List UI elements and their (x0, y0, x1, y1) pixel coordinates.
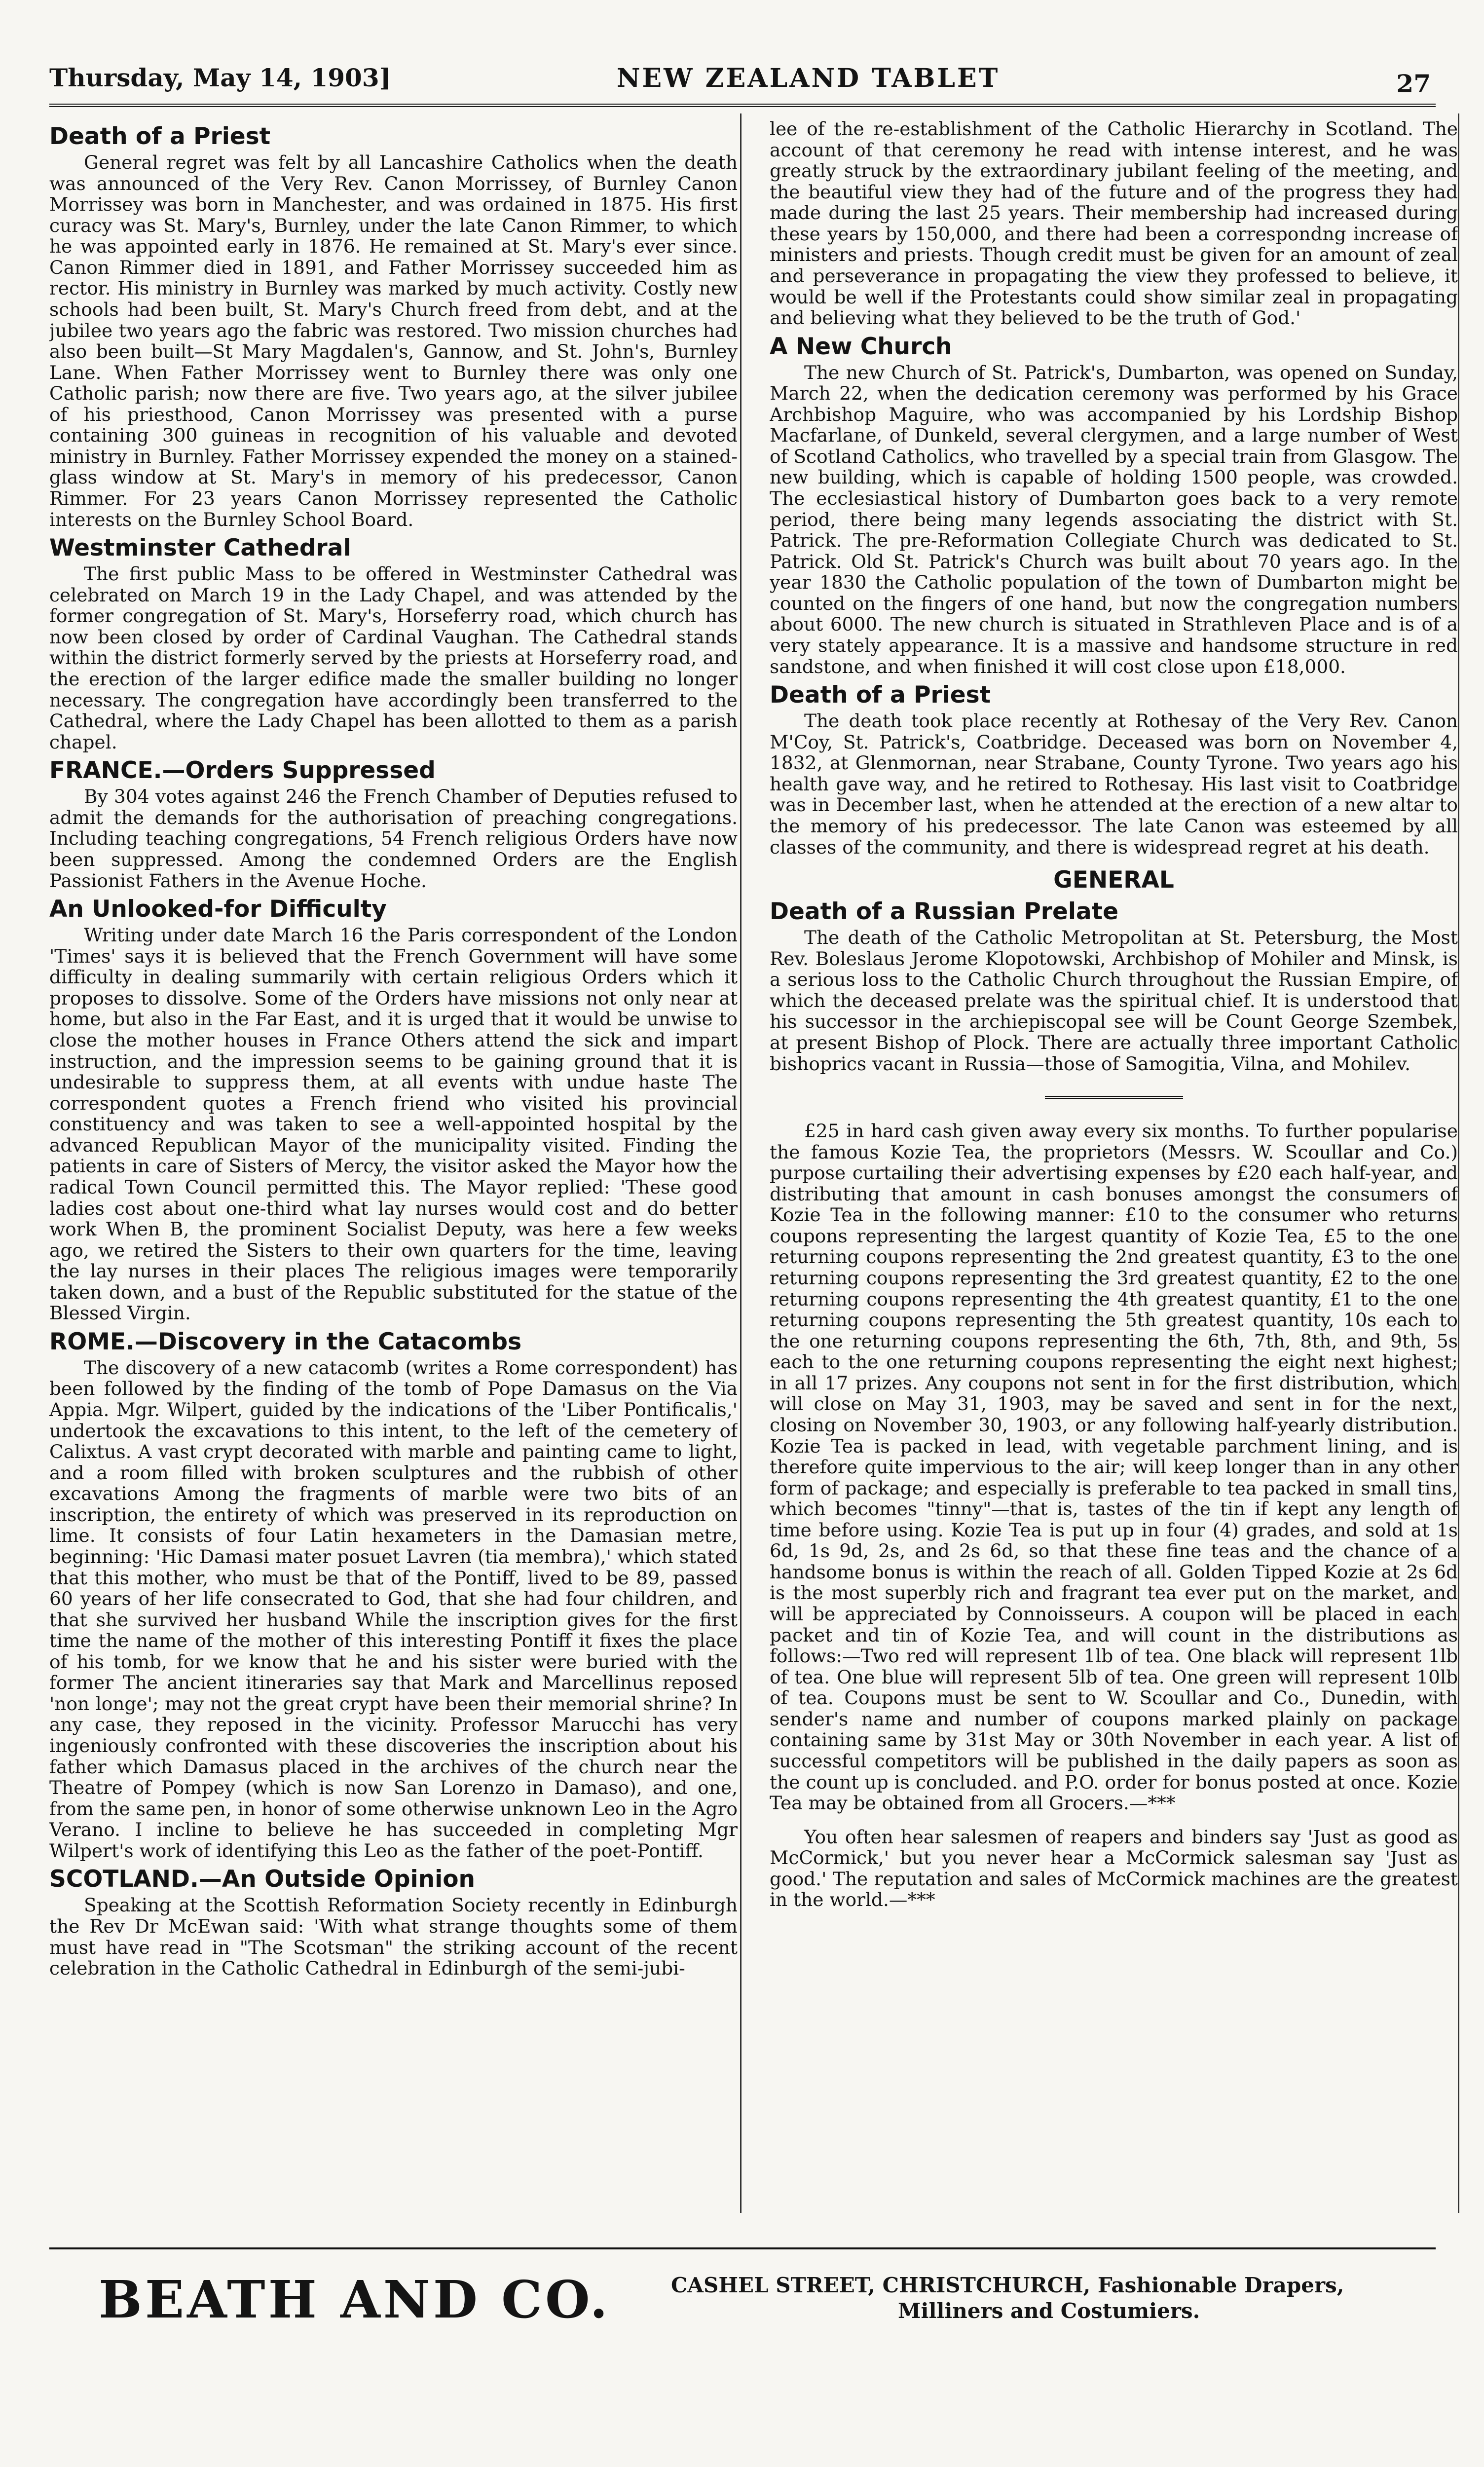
page-header (49, 59, 1436, 107)
article-body: Writing under date March 16 the Paris correspondent of the London 'Times' says it is believed that the French Government will have some difficulty in dealing summarily with certain religious Orders which it proposes to dissolve. Some of the Orders have missions not only near at home, but also in the Far East, and it is urged that it would be unwise to close the mother houses in France Others attend the sick and impart instruction, and the impression seems to be gaining ground that it is undesirable to suppress them, at all events with undue haste The correspondent quotes a French friend who visited his provincial constituency and was taken to see a well-appointed hospital by the advanced Republican Mayor of the municipality visited. Finding the patients in care of Sisters of Mercy, the visitor asked the Mayor how the radical Town Council permitted this. The Mayor replied: 'These good ladies cost about one-third what lay nurses would cost and do better work When B, the prominent Socialist Deputy, was here a few weeks ago, we retired the Sisters to their own quarters for the time, leaving the lay nurses in their places The religious images were temporarily taken down, and a bust of the Republic substituted for the statue of the Blessed Virgin. (49, 924, 738, 1324)
article-body: The discovery of a new catacomb (writes a Rome correspondent) has been followed by the finding of the tomb of Pope Damasus on the Via Appia. Mgr. Wilpert, guided by the indications of the 'Liber Pontificalis,' undertook the excavations to this intent, to the left of the cemetery of Calixtus. A vast crypt decorated with marble and painting came to light, and a room filled with broken sculptures and the rubbish of other excavations Among the fragments of marble were two bits of an inscription, the entirety of which was preserved in its reproduction on lime. It consists of four Latin hexameters in the Damasian metre, beginning: 'Hic Damasi mater posuet Lavren (tia membra),' which stated that this mother, who must be that of the Pontiff, lived to be 89, passed 60 years of her life consecrated to God, that she had four children, and that she survived her husband While the inscription gives for the first time the name of the mother of this interesting Pontiff it fixes the place of his tomb, for we know that he and his sister were buried with the former The ancient itineraries say that Mark and Marcellinus reposed 'non longe'; may not the great crypt have been their memorial shrine? In any case, they reposed in the vicinity. Professor Marucchi has very ingeniously confronted with these discoveries the inscription about his father which Damasus placed in the archives of the church near the Theatre of Pompey (which is now San Lorenzo in Damaso), and one, from the same pen, in honor of some otherwise unknown Leo in the Agro Verano. I incline to believe he has succeeded in completing Mgr Wilpert's work of identifying this Leo as the father of the poet-Pontiff. (49, 1356, 738, 1862)
column-border-right (1458, 113, 1459, 2213)
footer-brand: BEATH AND CO. (99, 2269, 611, 2330)
article-body: The first public Mass to be offered in Westminster Cathedral was celebrated on March 19 in the Lady Chapel, and was attended by the former congregation of St. Mary's, Horseferry road, which church has now been closed by order of Cardinal Vaughan. The Cathedral stands within the district formerly served by the priests at Horseferry road, and the erection of the larger edifice made the smaller building no longer necessary. The congregation have accordingly been transferred to the Cathedral, where the Lady Chapel has been allotted to them as a parish chapel. (49, 563, 738, 753)
article-heading: Death of a Priest (770, 681, 991, 709)
article-heading: A New Church (770, 333, 952, 360)
section-heading-general: GENERAL (1053, 866, 1174, 894)
column-divider (740, 113, 742, 2213)
footer-trade: Milliners and Costumiers. (898, 2299, 1200, 2323)
section-divider (1045, 1096, 1183, 1099)
article-body: The death of the Catholic Metropolitan at St. Petersburg, the Most Rev. Boleslaus Jerome Klopotowski, Archbishop of Mohiler and Minsk, is a serious loss to the Catholic Church throughout the Russian Empire, of which the deceased prelate was the spiritual chief. It is understood that his successor in the archiepiscopal see will be Count George Szembek, at present Bishop of Plock. There are actually three important Catholic bishoprics vacant in Russia—those of Samogitia, Vilna, and Mohilev. (770, 927, 1458, 1075)
article-heading: Death of a Priest (49, 123, 271, 150)
article-heading: An Unlooked-for Difficulty (49, 896, 387, 923)
article-body: By 304 votes against 246 the French Chamber of Deputies refused to admit the demands for the authorisation of preaching congregations. Including teaching congregations, 54 French religious Orders have now been suppressed. Among the condemned Orders are the English Passionist Fathers in the Avenue Hoche. (49, 785, 738, 892)
footer-advertisement (49, 2247, 1436, 2373)
left-column (49, 118, 738, 2238)
article-body: Speaking at the Scottish Reformation Society recently in Edinburgh the Rev Dr McEwan said: 'With what strange thoughts some of them must have read in "The Scotsman" the striking account of the recent celebration in the Catholic Cathedral in Edinburgh of the semi-jubi- (49, 1894, 738, 1980)
mccormick-advertisement: You often hear salesmen of reapers and binders say 'Just as good as McCormick,' but you never hear a McCormick salesman say 'Just as good.' The reputation and sales of McCormick machines are the greatest in the world.—*** (770, 1826, 1458, 1911)
issue-date: Thursday, May 14, 1903] (49, 63, 391, 92)
article-body: General regret was felt by all Lancashire Catholics when the death was announced of the Very Rev. Canon Morrissey, of Burnley Canon Morrissey was born in Manchester, and was ordained in 1875. His first curacy was St. Mary's, Burnley, under the late Canon Rimmer, to which he was appointed early in 1876. He remained at St. Mary's ever since. Canon Rimmer died in 1891, and Father Morrissey succeeded him as rector. His ministry in Burnley was marked by much activity. Costly new schools had been built, St. Mary's Church freed from debt, and at the jubilee two years ago the fabric was restored. Two mission churches had also been built—St Mary Magdalen's, Gannow, and St. John's, Burnley Lane. When Father Morrissey went to Burnley there was only one Catholic parish; now there are five. Two years ago, at the silver jubilee of his priesthood, Canon Morrissey was presented with a purse containing 300 guineas in recognition of his valuable and devoted ministry in Burnley. Father Morrissey expended the money on a stained-glass window at St. Mary's in memory of his predecessor, Canon Rimmer. For 23 years Canon Morrissey represented the Catholic interests on the Burnley School Board. (49, 151, 738, 530)
right-column (770, 118, 1458, 2238)
article-body: The new Church of St. Patrick's, Dumbarton, was opened on Sunday, March 22, when the dedication ceremony was performed by his Grace Archbishop Maguire, who was accompanied by his Lordship Bishop Macfarlane, of Dunkeld, several clergymen, and a large number of West of Scotland Catholics, who travelled by a special train from Glasgow. The new building, which is capable of holding 1500 people, was crowded. The ecclesiastical history of Dumbarton goes back to a very remote period, there being many legends associating the district with St. Patrick. The pre-Reformation Collegiate Church was dedicated to St. Patrick. Old St. Patrick's Church was built about 70 years ago. In the year 1830 the Catholic population of the town of Dumbarton might be counted on the fingers of one hand, but now the congregation numbers about 6000. The new church is situated in Strathleven Place and is of a very stately appearance. It is a massive and handsome structure in red sandstone, and when finished it will cost close upon £18,000. (770, 361, 1458, 677)
article-heading: Death of a Russian Prelate (770, 898, 1118, 926)
kozie-tea-advertisement: £25 in hard cash given away every six months. To further popularise the famous Kozie Tea, the proprietors (Messrs. W. Scoullar and Co.) purpose curtailing their advertising expenses by £20 each half-year, and distributing that amount in cash bonuses amongst the consumers of Kozie Tea in the following manner: £10 to the consumer who returns coupons representing the largest quantity of Kozie Tea, £5 to the one returning coupons representing the 2nd greatest quantity, £3 to the one returning coupons representing the 3rd greatest quantity, £2 to the one returning coupons representing the 4th greatest quantity, £1 to the one returning coupons representing the 5th greatest quantity, 10s each to the one returning coupons representing the 6th, 7th, 8th, and 9th, 5s each to the one returning coupons representing the eight next highest; in all 17 prizes. Any coupons not sent in for the first distribution, which will close on May 31, 1903, may be saved and sent in for the next, closing on November 30, 1903, or any following half-yearly distribution. Kozie Tea is packed in lead, with vegetable parchment lining, and is therefore quite impervious to the air; will keep longer than in any other form of package; and especially is preferable to tea packed in small tins, which becomes "tinny"—that is, tastes of the tin if kept any length of time before using. Kozie Tea is put up in four (4) grades, and sold at 1s 6d, 1s 9d, 2s, and 2s 6d, so that these fine teas and the chance of a handsome bonus is within the reach of all. Golden Tipped Kozie at 2s 6d is the most superbly rich and fragrant tea ever put on the market, and will be appreciated by Connoisseurs. A coupon will be placed in each packet and tin of Kozie Tea, and will count in the distributions as follows:—Two red will represent 1lb of tea. One black will represent 1lb of tea. One blue will represent 5lb of tea. One green will represent 10lb of tea. Coupons must be sent to W. Scoullar and Co., Dunedin, with sender's name and number of coupons marked plainly on package containing same by 31st May or 30th November in each year. A list of successful competitors will be published in the daily papers as soon as the count up is concluded. and P.O. order for bonus posted at once. Kozie Tea may be obtained from all Grocers.—*** (770, 1120, 1458, 1814)
article-heading: Westminster Cathedral (49, 534, 351, 562)
article-body: The death took place recently at Rothesay of the Very Rev. Canon M'Coy, St. Patrick's, Coatbridge. Deceased was born on November 4, 1832, at Glenmornan, near Strabane, County Tyrone. Two years ago his health gave way, and he retired to Rothesay. His last visit to Coatbridge was in December last, when he attended at the erection of a new altar to the memory of his predecessor. The late Canon was esteemed by all classes of the community, and there is widespread regret at his death. (770, 710, 1458, 858)
newspaper-title: NEW ZEALAND TABLET (617, 63, 1000, 93)
article-heading: SCOTLAND.—An Outside Opinion (49, 1866, 475, 1893)
article-heading: ROME.—Discovery in the Catacombs (49, 1328, 522, 1355)
page-number: 27 (1396, 69, 1431, 98)
article-heading: FRANCE.—Orders Suppressed (49, 757, 436, 785)
footer-address: CASHEL STREET, CHRISTCHURCH, Fashionable Drapers, (671, 2273, 1344, 2297)
article-continuation: lee of the re-establishment of the Catholic Hierarchy in Scotland. The account of that ceremony he read with intense interest, and he was greatly struck by the extraordinary jubilant feeling of the meeting, and the beautiful view they had of the future and of the progress they had made during the last 25 years. Their membership had increased during these years by 150,000, and there had been a correspondng increase of ministers and priests. Though credit must be given for an amount of zeal and perseverance in propagating the view they professed to believe, it would be well if the Protestants could show similar zeal in propagating and believing what they believed to be the truth of God.' (770, 118, 1458, 329)
